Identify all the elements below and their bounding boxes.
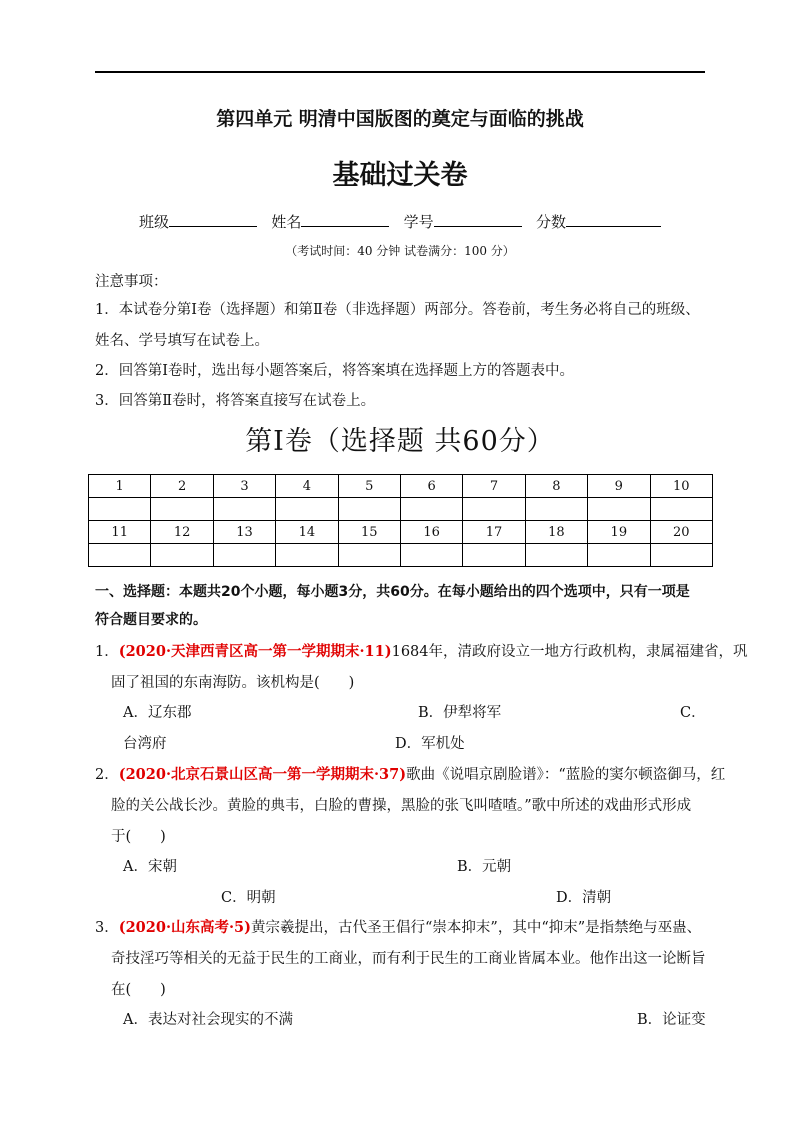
student-info-row: [0, 211, 800, 232]
answer-number-row: [89, 475, 713, 498]
name-label: 姓名: [271, 213, 302, 231]
answer-cell[interactable]: [400, 544, 462, 567]
answer-cell[interactable]: [89, 544, 151, 567]
notice-item-3: 3．回答第Ⅱ卷时，将答案直接写在试卷上。: [95, 393, 376, 409]
answer-cell[interactable]: [338, 498, 400, 521]
top-rule: [95, 71, 705, 73]
answer-cell[interactable]: [588, 498, 650, 521]
answer-number-cell: 2: [151, 475, 213, 498]
exam-time-note: （考试时间：40 分钟 试卷满分：100 分）: [285, 244, 515, 258]
answer-number-cell: 4: [276, 475, 338, 498]
question-1-number: 1．: [95, 644, 119, 660]
student-id-blank[interactable]: [434, 212, 522, 227]
question-2-source: (2020·北京石景山区高一第一学期期末·37): [118, 766, 407, 783]
answer-cell[interactable]: [151, 544, 213, 567]
answer-cell[interactable]: [400, 498, 462, 521]
answer-cell[interactable]: [213, 498, 275, 521]
answer-cell[interactable]: [89, 498, 151, 521]
class-label: 班级: [139, 213, 170, 231]
answer-number-row: [89, 521, 713, 544]
question-3-source: (2020·山东高考·5): [118, 919, 251, 936]
answer-number-cell: 13: [213, 521, 275, 544]
answer-number-cell: 18: [525, 521, 587, 544]
notice-item-2: 2．回答第Ⅰ卷时，选出每小题答案后，将答案填在选择题上方的答题表中。: [95, 363, 574, 379]
answer-number-cell: 20: [650, 521, 712, 544]
answer-number-cell: 17: [463, 521, 525, 544]
question-3-number: 3．: [95, 920, 119, 936]
question-1-source: (2020·天津西青区高一第一学期期末·11): [118, 643, 392, 660]
answer-number-cell: 7: [463, 475, 525, 498]
score-label: 分数: [535, 213, 566, 231]
question-1-text: 1684年，清政府设立一地方行政机构，隶属福建省，巩: [391, 644, 748, 660]
answer-cell[interactable]: [276, 544, 338, 567]
answer-cell[interactable]: [151, 498, 213, 521]
question-2-text: 歌曲《说唱京剧脸谱》：“蓝脸的窦尔顿盗御马，红: [406, 767, 726, 783]
answer-number-cell: 14: [276, 521, 338, 544]
answer-number-cell: 15: [338, 521, 400, 544]
question-3-option-b[interactable]: B．论证变: [637, 1012, 706, 1028]
question-2-option-c[interactable]: C．明朝: [221, 890, 276, 906]
question-2-line-3: 于( ): [111, 829, 166, 845]
answer-table: [88, 474, 713, 567]
answer-number-cell: 8: [525, 475, 587, 498]
answer-number-cell: 16: [400, 521, 462, 544]
answer-cell[interactable]: [276, 498, 338, 521]
page-title: 基础过关卷: [332, 160, 468, 191]
question-1-option-c-text[interactable]: 台湾府: [123, 736, 167, 752]
answer-number-cell: 10: [650, 475, 712, 498]
answer-cell[interactable]: [650, 544, 712, 567]
question-1-option-b[interactable]: B．伊犁将军: [418, 705, 502, 721]
question-1-option-a[interactable]: A．辽东郡: [123, 705, 192, 721]
question-2-line-2: 脸的关公战长沙。黄脸的典韦，白脸的曹操，黑脸的张飞叫喳喳。”歌中所述的戏曲形式形成: [111, 798, 692, 814]
answer-number-cell: 9: [588, 475, 650, 498]
answer-cell[interactable]: [463, 544, 525, 567]
student-id-label: 学号: [403, 213, 434, 231]
answer-number-cell: 19: [588, 521, 650, 544]
question-3-line-3: 在( ): [111, 982, 166, 998]
question-3-text: 黄宗羲提出，古代圣王倡行“崇本抑末”，其中“抑末”是指禁绝与巫蛊、: [251, 920, 702, 936]
answer-cell[interactable]: [525, 498, 587, 521]
question-3-line-2: 奇技淫巧等相关的无益于民生的工商业，而有利于民生的工商业皆属本业。他作出这一论断旨: [111, 951, 706, 967]
answer-number-cell: 5: [338, 475, 400, 498]
question-1-line-2: 固了祖国的东南海防。该机构是( ): [111, 675, 355, 691]
answer-number-cell: 12: [151, 521, 213, 544]
question-2-option-a[interactable]: A．宋朝: [123, 859, 177, 875]
section-instructions-line-2: 符合题目要求的。: [95, 612, 207, 628]
answer-number-cell: 11: [89, 521, 151, 544]
notice-item-1-line-2: 姓名、学号填写在试卷上。: [95, 333, 269, 349]
question-1-line-1: [95, 640, 748, 661]
answer-number-cell: 1: [89, 475, 151, 498]
question-1-option-d[interactable]: D．军机处: [395, 736, 465, 752]
answer-input-row: [89, 544, 713, 567]
notice-item-1-line-1: 1．本试卷分第Ⅰ卷（选择题）和第Ⅱ卷（非选择题）两部分。答卷前，考生务必将自己的班级、: [95, 302, 700, 318]
answer-input-row: [89, 498, 713, 521]
name-blank[interactable]: [301, 212, 389, 227]
unit-title: 第四单元 明清中国版图的奠定与面临的挑战: [216, 108, 584, 130]
class-blank[interactable]: [169, 212, 257, 227]
question-2-option-d[interactable]: D．清朝: [556, 890, 612, 906]
notice-title: 注意事项：: [95, 274, 168, 290]
question-2-line-1: [95, 763, 725, 784]
answer-cell[interactable]: [650, 498, 712, 521]
answer-cell[interactable]: [588, 544, 650, 567]
question-2-number: 2．: [95, 767, 119, 783]
question-3-option-a[interactable]: A．表达对社会现实的不满: [123, 1012, 293, 1028]
answer-cell[interactable]: [338, 544, 400, 567]
score-blank[interactable]: [566, 212, 661, 227]
question-3-line-1: [95, 916, 701, 937]
answer-cell[interactable]: [525, 544, 587, 567]
section-instructions-line-1: 一、选择题：本题共20个小题，每小题3分，共60分。在每小题给出的四个选项中，只有一项是: [95, 584, 690, 600]
question-2-option-b[interactable]: B．元朝: [457, 859, 512, 875]
answer-cell[interactable]: [463, 498, 525, 521]
answer-cell[interactable]: [213, 544, 275, 567]
question-1-option-c-label[interactable]: C．: [680, 705, 706, 721]
answer-number-cell: 3: [213, 475, 275, 498]
section-title: 第Ⅰ卷（选择题 共60分）: [245, 426, 555, 457]
answer-number-cell: 6: [400, 475, 462, 498]
